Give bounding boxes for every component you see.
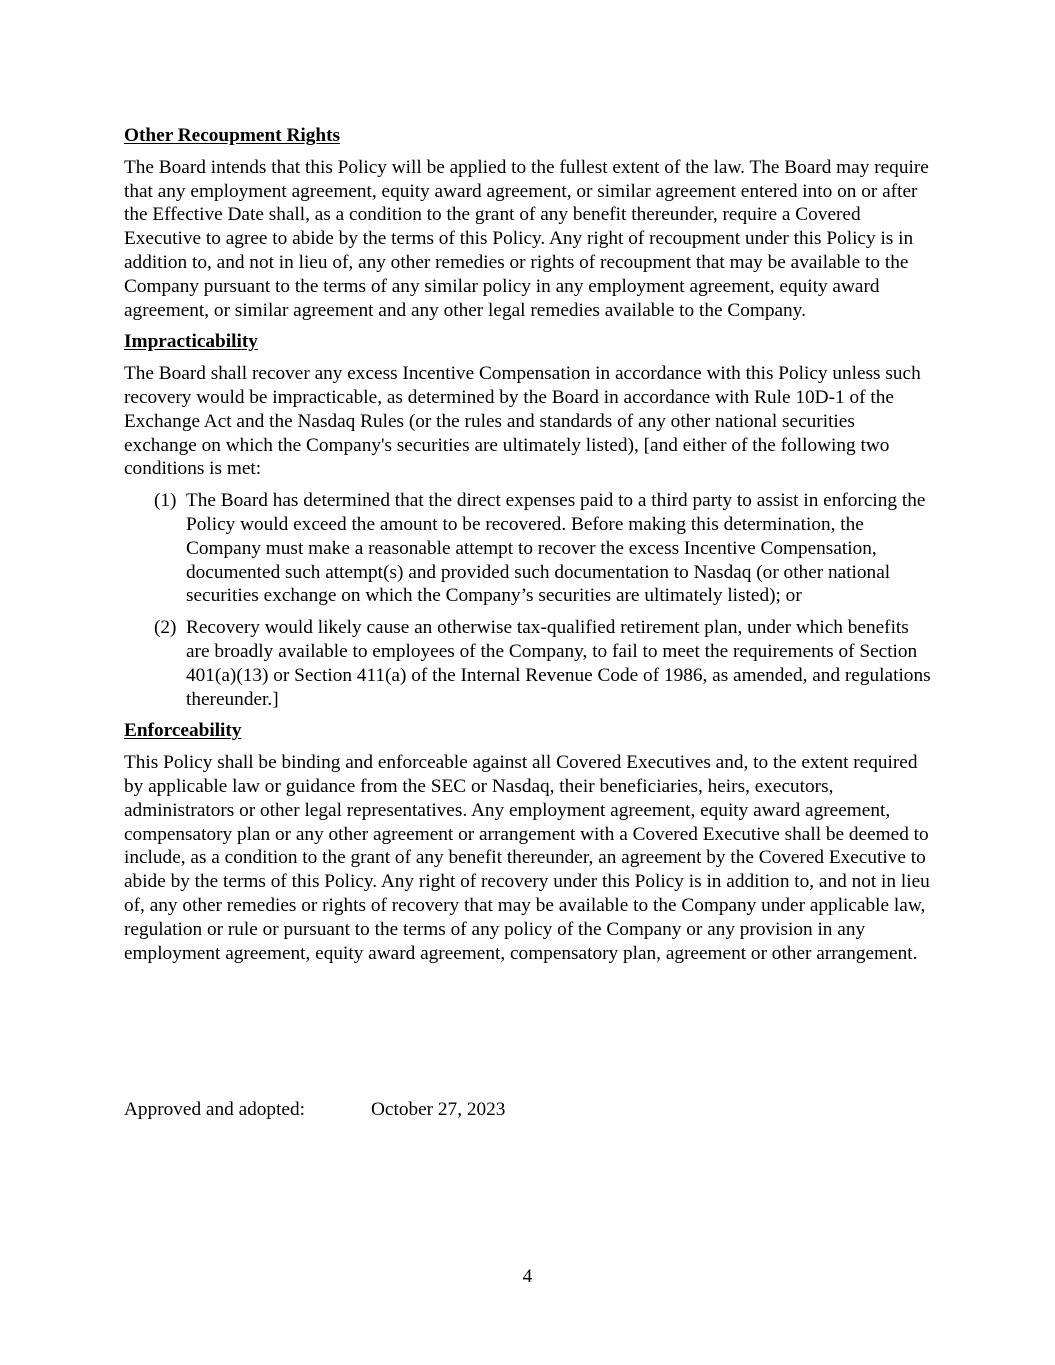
list-marker: (2) — [154, 617, 177, 639]
page-number: 4 — [522, 1266, 533, 1287]
condition-list-item — [124, 616, 932, 711]
approval-label: Approved and adopted: — [124, 1099, 305, 1120]
list-marker: (1) — [154, 490, 177, 512]
section-body-impracticability: The Board shall recover any excess Incentive Compensation in accordance with this Policy unless such recovery would be impracticable, as determined by the Board in accordance with Rule 10D-1 of the Exchange Act and the Nasdaq Rules (or the rules and standards of any other national securities exchange on which the Company's securities are ultimately listed), [and either of the following two conditions is met: — [124, 363, 921, 480]
section-body-other-recoupment-rights: The Board intends that this Policy will be applied to the fullest extent of the law. The Board may require that any employment agreement, equity award agreement, or similar agreement entered into on or after the Effective Date shall, as a condition to the grant of any benefit thereunder, require a Covered Executive to agree to abide by the terms of this Policy. Any right of recoupment under this Policy is in addition to, and not in lieu of, any other remedies or rights of recoupment that may be available to the Company pursuant to the terms of any similar policy in any employment agreement, equity award agreement, or similar agreement and any other legal remedies available to the Company. — [124, 156, 929, 321]
section-body-enforceability: This Policy shall be binding and enforceable against all Covered Executives and, to the extent required by applicable law or guidance from the SEC or Nasdaq, their beneficiaries, heirs, executors, administrators or other legal representatives. Any employment agreement, equity award agreement, compensatory plan or any other agreement or arrangement with a Covered Executive shall be deemed to include, as a condition to the grant of any benefit thereunder, an agreement by the Covered Executive to abide by the terms of this Policy. Any right of recovery under this Policy is in addition to, and not in lieu of, any other remedies or rights of recovery that may be available to the Company under applicable law, regulation or rule or pursuant to the terms of any policy of the Company or any provision in any employment agreement, equity award agreement, compensatory plan, agreement or other arrangement. — [124, 752, 930, 964]
approval-date: October 27, 2023 — [371, 1099, 506, 1120]
section-heading-impracticability: Impracticability — [124, 331, 258, 353]
section-heading-enforceability: Enforceability — [124, 720, 242, 742]
section-heading-other-recoupment-rights: Other Recoupment Rights — [124, 125, 341, 146]
list-item-text: The Board has determined that the direct expenses paid to a third party to assist in enforcing the Policy would exceed the amount to be recovered. Before making this determination, the Company must make a reasonable attempt to recover the excess Incentive Compensation, documented such attempt(s) and provided such documentation to Nasdaq (or other national securities exchange on which the Company’s securities are ultimately listed); or — [186, 490, 926, 607]
list-item-text: Recovery would likely cause an otherwise tax-qualified retirement plan, under which benefits are broadly available to employees of the Company, to fail to meet the requirements of Section 401(a)(13) or Section 411(a) of the Internal Revenue Code of 1986, as amended, and regulations thereunder.] — [186, 617, 931, 710]
approval-line — [124, 1098, 505, 1122]
condition-list-item — [124, 489, 932, 608]
document-body — [124, 124, 932, 973]
